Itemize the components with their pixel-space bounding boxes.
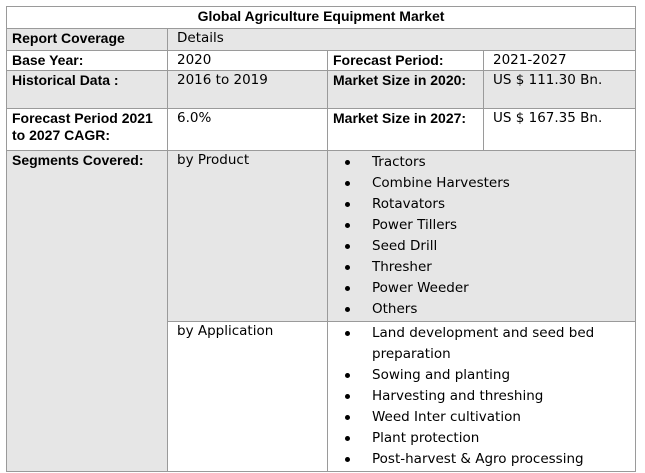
bullet-icon (345, 394, 350, 399)
list-item: Thresher (328, 257, 631, 278)
by-application-label: by Application (168, 322, 328, 472)
market-size-2027-label: Market Size in 2027: (328, 109, 484, 151)
list-item: Sowing and planting (328, 365, 631, 386)
bullet-icon (345, 331, 350, 336)
header-row (7, 29, 636, 51)
bullet-icon (345, 244, 350, 249)
list-item: Weed Inter cultivation (328, 407, 631, 428)
header-details: Details (168, 29, 636, 51)
bullet-icon (345, 160, 350, 165)
by-product-label: by Product (168, 151, 328, 322)
list-item: Combine Harvesters (328, 173, 631, 194)
list-item: Plant protection (328, 428, 631, 449)
bullet-icon (345, 373, 350, 378)
market-size-2020-value: US $ 111.30 Bn. (484, 71, 636, 109)
bullet-icon (345, 436, 350, 441)
list-item: Power Weeder (328, 278, 631, 299)
segments-covered-label: Segments Covered: (7, 151, 168, 472)
cagr-label: Forecast Period 2021 to 2027 CAGR: (7, 109, 168, 151)
historical-row (7, 71, 636, 109)
base-year-label: Base Year: (7, 51, 168, 71)
table-title: Global Agriculture Equipment Market (7, 7, 636, 29)
forecast-period-value: 2021-2027 (484, 51, 636, 71)
bullet-icon (345, 415, 350, 420)
title-row (7, 7, 636, 29)
list-item: Power Tillers (328, 215, 631, 236)
bullet-icon (345, 181, 350, 186)
product-list (328, 152, 631, 320)
bullet-icon (345, 286, 350, 291)
application-list-cell (328, 322, 636, 472)
application-list (328, 323, 631, 470)
bullet-icon (345, 265, 350, 270)
cagr-value: 6.0% (168, 109, 328, 151)
list-item: Land development and seed bed preparation (328, 323, 631, 365)
bullet-icon (345, 457, 350, 462)
market-size-2020-label: Market Size in 2020: (328, 71, 484, 109)
list-item: Rotavators (328, 194, 631, 215)
list-item: Tractors (328, 152, 631, 173)
header-report-coverage: Report Coverage (7, 29, 168, 51)
report-coverage-table (6, 6, 636, 472)
historical-data-label: Historical Data : (7, 71, 168, 109)
bullet-icon (345, 223, 350, 228)
base-year-row (7, 51, 636, 71)
cagr-row (7, 109, 636, 151)
list-item: Others (328, 299, 631, 320)
segments-product-row (7, 151, 636, 322)
product-list-cell (328, 151, 636, 322)
bullet-icon (345, 307, 350, 312)
list-item: Seed Drill (328, 236, 631, 257)
base-year-value: 2020 (168, 51, 328, 71)
list-item: Harvesting and threshing (328, 386, 631, 407)
bullet-icon (345, 202, 350, 207)
market-size-2027-value: US $ 167.35 Bn. (484, 109, 636, 151)
forecast-period-label: Forecast Period: (328, 51, 484, 71)
list-item: Post-harvest & Agro processing (328, 449, 631, 470)
historical-data-value: 2016 to 2019 (168, 71, 328, 109)
